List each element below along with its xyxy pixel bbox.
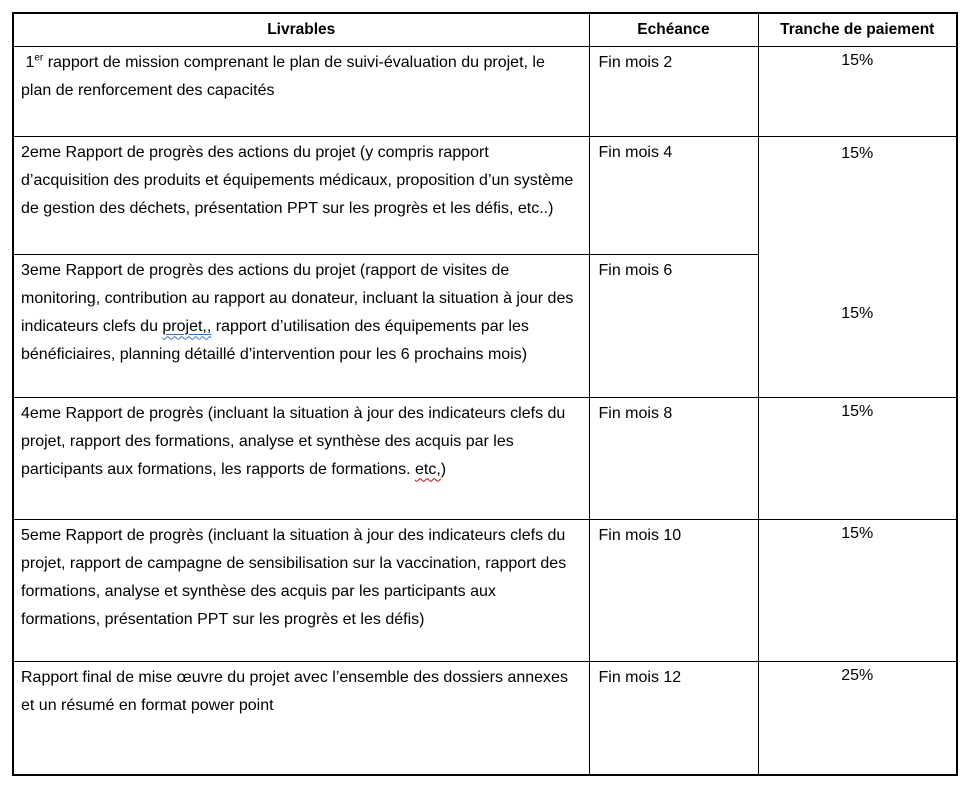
payment-cell-6 — [758, 661, 957, 775]
due-text: Fin mois 4 — [598, 143, 673, 161]
deliverable-cell-4 — [13, 397, 589, 519]
payment-text: 15% — [841, 304, 874, 322]
header-tranche-paiement: Tranche de paiement — [758, 13, 957, 46]
deliverable-cell-1 — [13, 46, 589, 136]
due-cell-3 — [589, 254, 758, 397]
due-text: Fin mois 2 — [598, 53, 673, 71]
deliverable-5-text: 5eme Rapport de progrès (incluant la situation à jour des indicateurs clefs du projet, rapport de campagne de sensibilisation sur la vaccination, rapport des formations, analyse et synthèse des acquis par les participants aux formations, présentation PPT sur les progrès et les défis) — [21, 526, 567, 628]
payment-cell-5 — [758, 519, 957, 661]
deliverable-cell-6 — [13, 661, 589, 775]
table-row — [13, 46, 957, 136]
payment-text: 15% — [841, 51, 874, 69]
payment-text: 25% — [841, 666, 874, 684]
due-text: Fin mois 12 — [598, 668, 682, 686]
payment-cell-1 — [758, 46, 957, 136]
deliverable-1-number: 1 — [21, 53, 35, 71]
due-cell-1 — [589, 46, 758, 136]
deliverable-cell-3 — [13, 254, 589, 397]
deliverable-3-text-post: rapport d’utilisation des équipements par les bénéficiaires, planning détaillé d’intervention pour les 6 prochains mois) — [21, 317, 529, 363]
grammar-underlined-word — [162, 318, 211, 335]
table-row — [13, 519, 957, 661]
due-cell-4 — [589, 397, 758, 519]
due-text: Fin mois 10 — [598, 526, 682, 544]
payment-text: 15% — [841, 402, 874, 420]
ordinal-superscript: er — [34, 52, 44, 64]
deliverable-cell-5 — [13, 519, 589, 661]
deliverable-4-text-pre: 4eme Rapport de progrès (incluant la situation à jour des indicateurs clefs du projet, rapport des formations, analyse et synthèse des acquis par les participants aux formations, les rapports de formations. — [21, 404, 566, 478]
due-cell-2 — [589, 136, 758, 254]
payment-text: 15% — [841, 524, 874, 542]
payment-cell-2-3-merged — [758, 136, 957, 397]
table-row — [13, 661, 957, 775]
header-livrables: Livrables — [13, 13, 589, 46]
due-cell-6 — [589, 661, 758, 775]
due-text: Fin mois 8 — [598, 404, 673, 422]
table-row — [13, 136, 957, 254]
table-row — [13, 397, 957, 519]
deliverable-6-text: Rapport final de mise œuvre du projet avec l’ensemble des dossiers annexes et un résumé en format power point — [21, 668, 568, 714]
due-cell-5 — [589, 519, 758, 661]
deliverable-4-text-post: ) — [440, 460, 447, 478]
table-header-row — [13, 13, 957, 46]
grammar-underlined-word-text: projet,, — [162, 317, 212, 335]
due-text: Fin mois 6 — [598, 261, 673, 279]
spellcheck-flagged-word: etc, — [414, 460, 441, 478]
payment-cell-4 — [758, 397, 957, 519]
header-echeance: Echéance — [589, 13, 758, 46]
deliverables-table — [12, 12, 958, 776]
payment-text: 15% — [841, 144, 874, 162]
deliverable-1-text: rapport de mission comprenant le plan de suivi-évaluation du projet, le plan de renforcement des capacités — [21, 53, 545, 99]
deliverable-3-text-pre: 3eme Rapport de progrès des actions du projet (rapport de visites de monitoring, contribution au rapport au donateur, incluant la situation à jour des indicateurs clefs du — [21, 261, 574, 335]
deliverable-cell-2 — [13, 136, 589, 254]
deliverable-2-text: 2eme Rapport de progrès des actions du projet (y compris rapport d’acquisition des produits et équipements médicaux, proposition d’un système de gestion des déchets, présentation PPT sur les progrès et les défis, etc..) — [21, 143, 574, 217]
